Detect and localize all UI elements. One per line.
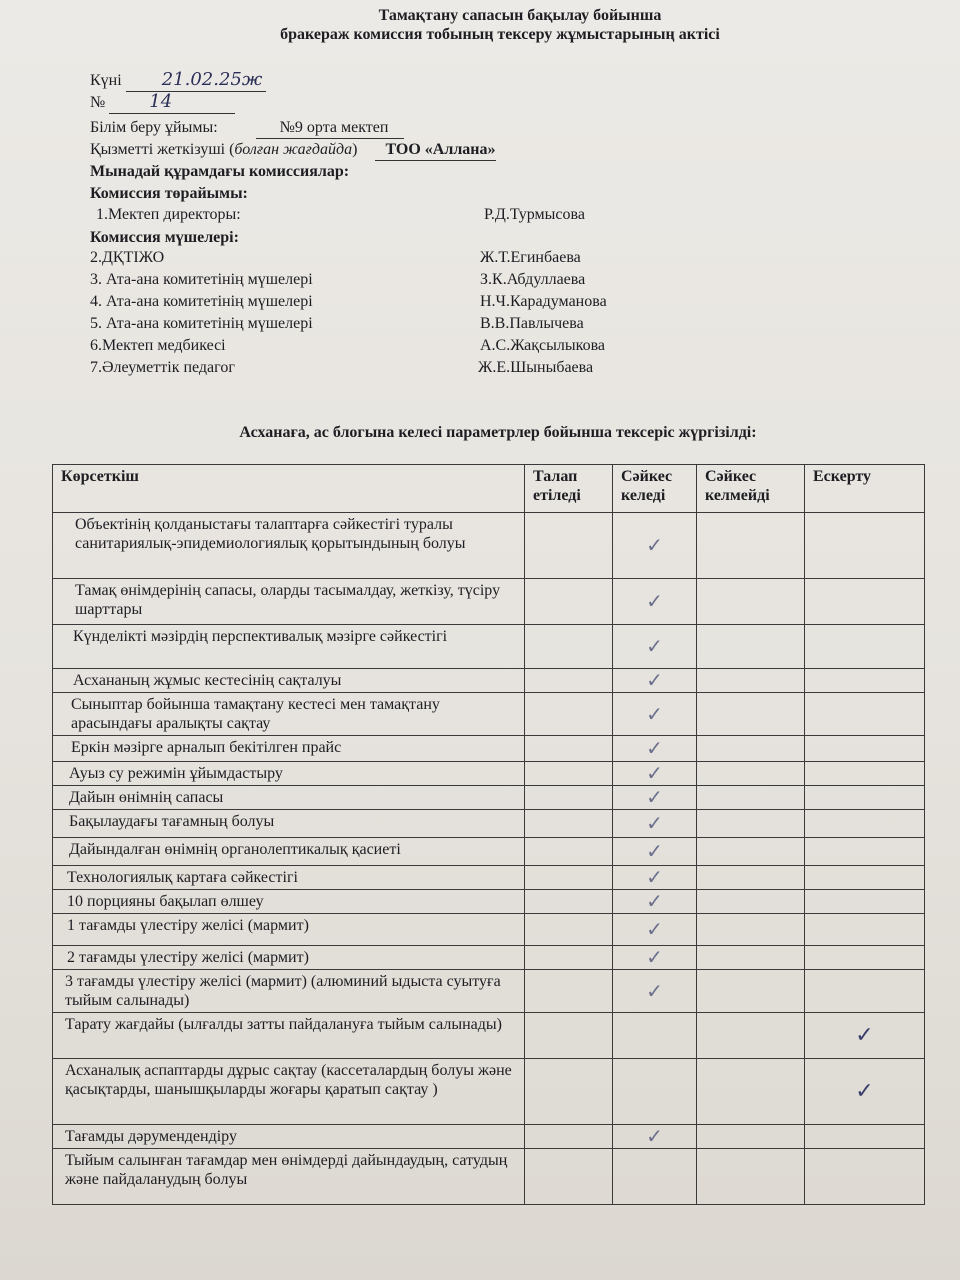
indicator-cell: 10 порцияны бақылап өлшеу bbox=[53, 890, 525, 914]
note-cell bbox=[805, 762, 925, 786]
note-cell bbox=[805, 786, 925, 810]
note-cell bbox=[805, 669, 925, 693]
date-field bbox=[126, 70, 266, 92]
table-row bbox=[53, 736, 925, 762]
note-cell bbox=[805, 810, 925, 838]
members-heading: Комиссия мүшелері: bbox=[90, 229, 239, 246]
org-value: №9 орта мектеп bbox=[256, 118, 405, 139]
supplier-label-close: ) bbox=[352, 141, 358, 158]
number-label: № bbox=[90, 94, 106, 111]
required-cell bbox=[525, 1149, 613, 1205]
match-check-mark bbox=[613, 1013, 697, 1059]
match-check-mark: ✓ bbox=[613, 946, 697, 970]
member-role: 5. Ата-ана комитетінің мүшелері bbox=[90, 315, 313, 332]
header-note: Ескерту bbox=[805, 465, 925, 513]
indicator-cell: Күнделікті мәзірдің перспективалық мәзірге сәйкестігі bbox=[53, 625, 525, 669]
not-match-cell bbox=[697, 1149, 805, 1205]
number-value: 14 bbox=[149, 91, 173, 112]
table-row bbox=[53, 669, 925, 693]
not-match-cell bbox=[697, 970, 805, 1013]
match-check-mark: ✓ bbox=[613, 866, 697, 890]
match-check-mark: ✓ bbox=[613, 669, 697, 693]
indicator-cell: Асханалық аспаптарды дұрыс сақтау (кассеталардың болуы және қасықтарды, шанышқыларды жоғары қаратып сақтау ) bbox=[53, 1059, 525, 1125]
indicator-cell: Бақылаудағы тағамның болуы bbox=[53, 810, 525, 838]
inspection-table bbox=[52, 464, 925, 1205]
supplier-label-italic: болған жағдайда bbox=[234, 141, 353, 158]
indicator-cell: 1 тағамды үлестіру желісі (мармит) bbox=[53, 914, 525, 946]
indicator-cell: Тамақ өнімдерінің сапасы, оларды тасымалдау, жеткізу, түсіру шарттары bbox=[53, 579, 525, 625]
table-row bbox=[53, 838, 925, 866]
match-check-mark bbox=[613, 1059, 697, 1125]
match-check-mark: ✓ bbox=[613, 1125, 697, 1149]
member-role: 4. Ата-ана комитетінің мүшелері bbox=[90, 293, 313, 310]
org-label: Білім беру ұйымы: bbox=[90, 119, 218, 136]
table-row bbox=[53, 1013, 925, 1059]
note-cell bbox=[805, 866, 925, 890]
indicator-cell: 2 тағамды үлестіру желісі (мармит) bbox=[53, 946, 525, 970]
member-name: В.В.Павлычева bbox=[480, 315, 584, 332]
match-check-mark: ✓ bbox=[613, 736, 697, 762]
document-title-line2: бракераж комиссия тобының тексеру жұмыстарының актісі bbox=[280, 26, 720, 43]
member-name: Ж.Е.Шыныбаева bbox=[478, 359, 594, 376]
supplier-value: ТОО «Аллана» bbox=[375, 140, 495, 161]
number-line bbox=[90, 92, 235, 114]
required-cell bbox=[525, 1125, 613, 1149]
not-match-cell bbox=[697, 914, 805, 946]
note-cell bbox=[805, 1125, 925, 1149]
table-row bbox=[53, 1059, 925, 1125]
member-role: 2.ДҚТІЖО bbox=[90, 249, 165, 266]
not-match-cell bbox=[697, 579, 805, 625]
date-label: Күні bbox=[90, 72, 122, 89]
table-row bbox=[53, 625, 925, 669]
not-match-cell bbox=[697, 1013, 805, 1059]
member-name: Ж.Т.Егинбаева bbox=[480, 249, 581, 266]
table-row bbox=[53, 914, 925, 946]
commission-heading: Мынадай құрамдағы комиссиялар: bbox=[90, 163, 350, 180]
note-cell bbox=[805, 890, 925, 914]
match-check-mark: ✓ bbox=[613, 838, 697, 866]
indicator-cell: Тағамды дәрумендендіру bbox=[53, 1125, 525, 1149]
table-row bbox=[53, 866, 925, 890]
not-match-cell bbox=[697, 786, 805, 810]
required-cell bbox=[525, 736, 613, 762]
chair-heading: Комиссия төрайымы: bbox=[90, 185, 248, 202]
note-cell bbox=[805, 838, 925, 866]
member-role: 6.Мектеп медбикесі bbox=[90, 337, 226, 354]
indicator-cell: Дайын өнімнің сапасы bbox=[53, 786, 525, 810]
not-match-cell bbox=[697, 866, 805, 890]
table-row bbox=[53, 762, 925, 786]
table-row bbox=[53, 890, 925, 914]
note-cell bbox=[805, 513, 925, 579]
match-check-mark: ✓ bbox=[613, 579, 697, 625]
org-line bbox=[90, 118, 404, 139]
table-row bbox=[53, 513, 925, 579]
match-check-mark: ✓ bbox=[613, 513, 697, 579]
indicator-cell: Сыныптар бойынша тамақтану кестесі мен тамақтану арасындағы аралықты сақтау bbox=[53, 693, 525, 736]
header-not-matches: Сәйкес келмейді bbox=[697, 465, 805, 513]
required-cell bbox=[525, 693, 613, 736]
match-check-mark: ✓ bbox=[613, 693, 697, 736]
note-cell bbox=[805, 625, 925, 669]
required-cell bbox=[525, 810, 613, 838]
section-heading: Асханаға, ас блогына келесі параметрлер бойынша тексеріс жүргізілді: bbox=[239, 424, 757, 441]
note-cell bbox=[805, 970, 925, 1013]
match-check-mark: ✓ bbox=[613, 625, 697, 669]
header-required: Талап етіледі bbox=[525, 465, 613, 513]
indicator-cell: Тарату жағдайы (ылғалды затты пайдалануға тыйым салынады) bbox=[53, 1013, 525, 1059]
not-match-cell bbox=[697, 513, 805, 579]
note-cell bbox=[805, 579, 925, 625]
date-line bbox=[90, 70, 266, 92]
not-match-cell bbox=[697, 890, 805, 914]
match-check-mark: ✓ bbox=[613, 786, 697, 810]
required-cell bbox=[525, 625, 613, 669]
indicator-cell: Тыйым салынған тағамдар мен өнімдерді дайындаудың, сатудың және пайдаланудың болуы bbox=[53, 1149, 525, 1205]
required-cell bbox=[525, 866, 613, 890]
required-cell bbox=[525, 513, 613, 579]
member-name: З.К.Абдуллаева bbox=[480, 271, 586, 288]
not-match-cell bbox=[697, 1125, 805, 1149]
note-cell bbox=[805, 693, 925, 736]
match-check-mark: ✓ bbox=[613, 914, 697, 946]
table-row bbox=[53, 1125, 925, 1149]
note-check-mark: ✓ bbox=[805, 1013, 925, 1059]
match-cell bbox=[613, 1149, 697, 1205]
required-cell bbox=[525, 1013, 613, 1059]
member-role: 3. Ата-ана комитетінің мүшелері bbox=[90, 271, 313, 288]
indicator-cell: Ауыз су режимін ұйымдастыру bbox=[53, 762, 525, 786]
table-row bbox=[53, 810, 925, 838]
not-match-cell bbox=[697, 946, 805, 970]
table-row bbox=[53, 579, 925, 625]
table-header-row bbox=[53, 465, 925, 513]
not-match-cell bbox=[697, 693, 805, 736]
match-check-mark: ✓ bbox=[613, 762, 697, 786]
required-cell bbox=[525, 914, 613, 946]
chair-role: 1.Мектеп директоры: bbox=[96, 206, 241, 223]
required-cell bbox=[525, 786, 613, 810]
table-row bbox=[53, 946, 925, 970]
not-match-cell bbox=[697, 762, 805, 786]
required-cell bbox=[525, 838, 613, 866]
required-cell bbox=[525, 762, 613, 786]
not-match-cell bbox=[697, 669, 805, 693]
match-check-mark: ✓ bbox=[613, 970, 697, 1013]
note-cell bbox=[805, 914, 925, 946]
indicator-cell: Дайындалған өнімнің органолептикалық қасиеті bbox=[53, 838, 525, 866]
note-check-mark: ✓ bbox=[805, 1059, 925, 1125]
table-row bbox=[53, 693, 925, 736]
required-cell bbox=[525, 1059, 613, 1125]
not-match-cell bbox=[697, 625, 805, 669]
supplier-line bbox=[90, 140, 496, 161]
required-cell bbox=[525, 946, 613, 970]
header-matches: Сәйкес келеді bbox=[613, 465, 697, 513]
header-indicator: Көрсеткіш bbox=[53, 465, 525, 513]
member-name: А.С.Жақсылыкова bbox=[480, 337, 606, 354]
note-cell bbox=[805, 1149, 925, 1205]
required-cell bbox=[525, 669, 613, 693]
note-cell bbox=[805, 946, 925, 970]
indicator-cell: Технологиялық картаға сәйкестігі bbox=[53, 866, 525, 890]
not-match-cell bbox=[697, 838, 805, 866]
note-cell bbox=[805, 736, 925, 762]
not-match-cell bbox=[697, 736, 805, 762]
required-cell bbox=[525, 890, 613, 914]
indicator-cell: 3 тағамды үлестіру желісі (мармит) (алюминий ыдыста суытуға тыйым салынады) bbox=[53, 970, 525, 1013]
match-check-mark: ✓ bbox=[613, 810, 697, 838]
document-title-line1: Тамақтану сапасын бақылау бойынша bbox=[378, 7, 662, 24]
match-check-mark: ✓ bbox=[613, 890, 697, 914]
table-row bbox=[53, 1149, 925, 1205]
indicator-cell: Еркін мәзірге арналып бекітілген прайс bbox=[53, 736, 525, 762]
table-row bbox=[53, 970, 925, 1013]
indicator-cell: Объектінің қолданыстағы талаптарға сәйкестігі туралы санитариялық-эпидемиологиялық қорытындының болуы bbox=[53, 513, 525, 579]
supplier-label: Қызметті жеткізуші ( bbox=[90, 141, 235, 158]
chair-name: Р.Д.Турмысова bbox=[484, 206, 585, 223]
member-role: 7.Әлеуметтік педагог bbox=[90, 359, 235, 376]
required-cell bbox=[525, 579, 613, 625]
number-field bbox=[109, 92, 235, 114]
member-name: Н.Ч.Карадуманова bbox=[480, 293, 607, 310]
date-value: 21.02.25ж bbox=[161, 69, 263, 90]
required-cell bbox=[525, 970, 613, 1013]
not-match-cell bbox=[697, 1059, 805, 1125]
not-match-cell bbox=[697, 810, 805, 838]
table-row bbox=[53, 786, 925, 810]
indicator-cell: Асхананың жұмыс кестесінің сақталуы bbox=[53, 669, 525, 693]
